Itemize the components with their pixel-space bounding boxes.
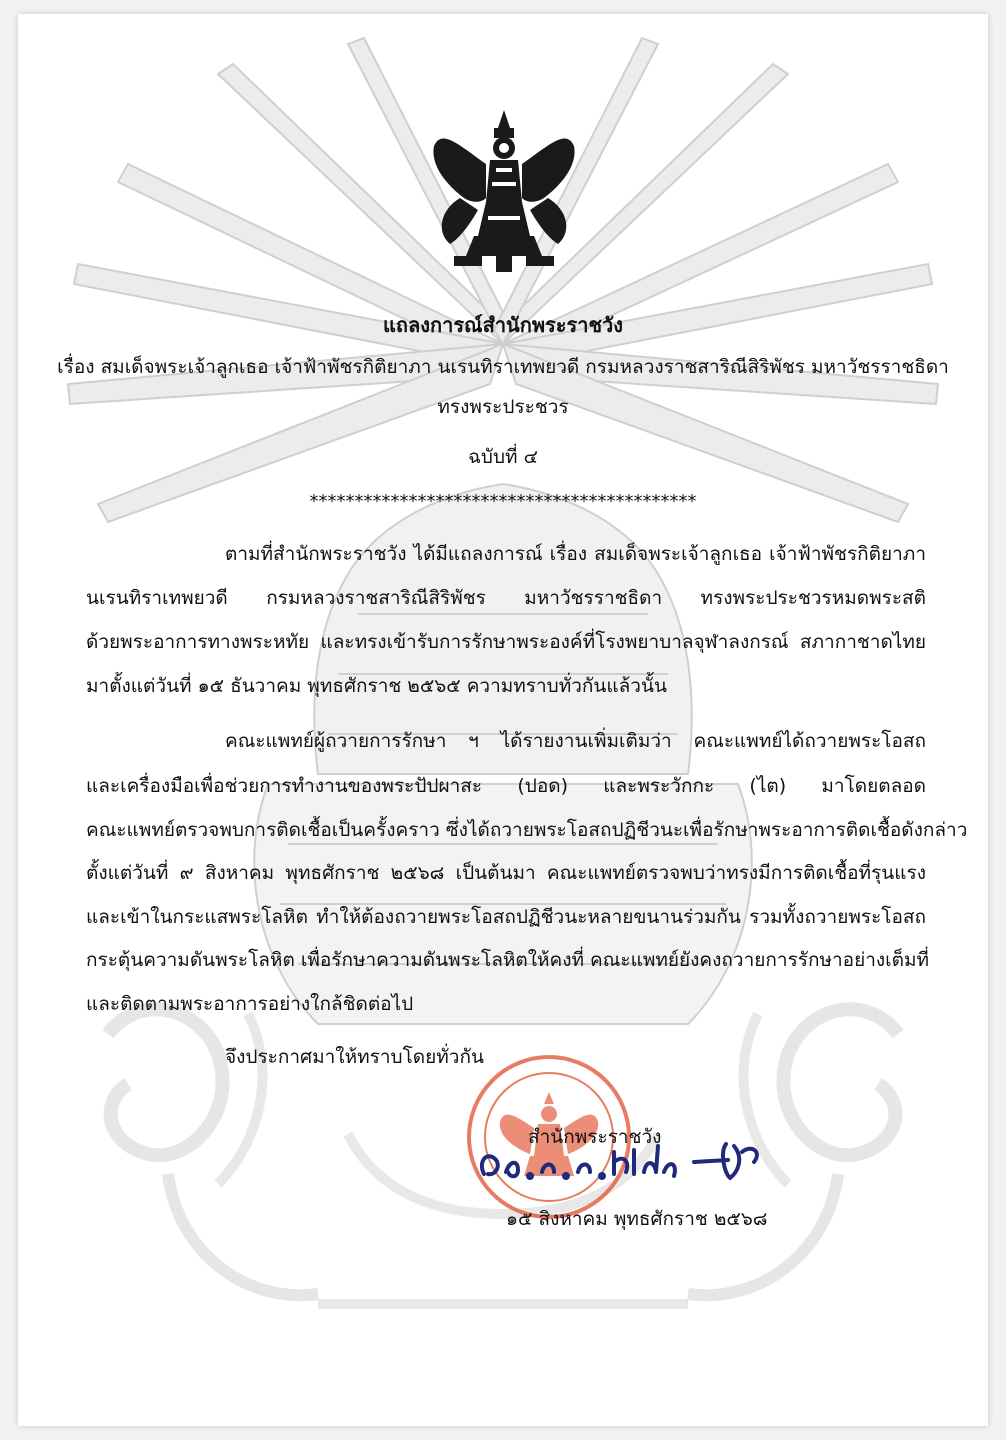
subject-line-2: ทรงพระประชวร: [437, 396, 569, 418]
closing-statement: จึงประกาศมาให้ทราบโดยทั่วกัน: [225, 1046, 484, 1068]
paragraph1-line: นเรนทิราเทพยวดี กรมหลวงราชสาริณีสิริพัชร มหาวัชรราชธิดา ทรงพระประชวรหมดพระสติ: [86, 587, 926, 609]
separator-stars: *******************************************: [309, 491, 697, 512]
paragraph2-line: คณะแพทย์ตรวจพบการติดเชื้อเป็นครั้งคราว ซึ่งได้ถวายพระโอสถปฏิชีวนะเพื่อรักษาพระอาการติดเชื้อดังกล่าว: [86, 819, 968, 841]
issue-number: ฉบับที่ ๔: [467, 446, 538, 468]
paragraph2-line: ตั้งแต่วันที่ ๙ สิงหาคม พุทธศักราช ๒๕๖๘ เป็นต้นมา คณะแพทย์ตรวจพบว่าทรงมีการติดเชื้อที่รุนแรง: [86, 862, 926, 884]
paragraph2-line: และติดตามพระอาการอย่างใกล้ชิดต่อไป: [86, 993, 414, 1015]
signature-block: [18, 14, 988, 1426]
letter-page: [18, 14, 988, 1426]
paragraph1-line: ตามที่สำนักพระราชวัง ได้มีแถลงการณ์ เรื่อง สมเด็จพระเจ้าลูกเธอ เจ้าฟ้าพัชรกิติยาภา: [225, 543, 926, 565]
subject-line-1: เรื่อง สมเด็จพระเจ้าลูกเธอ เจ้าฟ้าพัชรกิติยาภา นเรนทิราเทพยวดี กรมหลวงราชสาริณีสิริพัชร มหาวัชรราชธิดา: [57, 356, 949, 378]
paragraph1-line: ด้วยพระอาการทางพระหทัย และทรงเข้ารับการรักษาพระองค์ที่โรงพยาบาลจุฬาลงกรณ์ สภากาชาดไทย: [86, 631, 926, 653]
paragraph2-line: และเข้าในกระแสพระโลหิต ทำให้ต้องถวายพระโอสถปฏิชีวนะหลายขนานร่วมกัน รวมทั้งถวายพระโอสถ: [86, 906, 926, 928]
announcement-date: ๑๕ สิงหาคม พุทธศักราช ๒๕๖๘: [506, 1208, 768, 1230]
signature-office: สำนักพระราชวัง: [528, 1126, 662, 1148]
paragraph1-line: มาตั้งแต่วันที่ ๑๕ ธันวาคม พุทธศักราช ๒๕๖๕ ความทราบทั่วกันแล้วนั้น: [86, 675, 667, 697]
page-title: แถลงการณ์สำนักพระราชวัง: [382, 313, 624, 337]
paragraph2-line: คณะแพทย์ผู้ถวายการรักษา ฯ ได้รายงานเพิ่มเติมว่า คณะแพทย์ได้ถวายพระโอสถ: [225, 730, 926, 752]
paragraph2-line: และเครื่องมือเพื่อช่วยการทำงานของพระปัปผาสะ (ปอด) และพระวักกะ (ไต) มาโดยตลอด: [86, 775, 926, 797]
paragraph2-line: กระตุ้นความดันพระโลหิต เพื่อรักษาความดันพระโลหิตให้คงที่ คณะแพทย์ยังคงถวายการรักษาอย่างเต็มที่: [86, 949, 930, 971]
